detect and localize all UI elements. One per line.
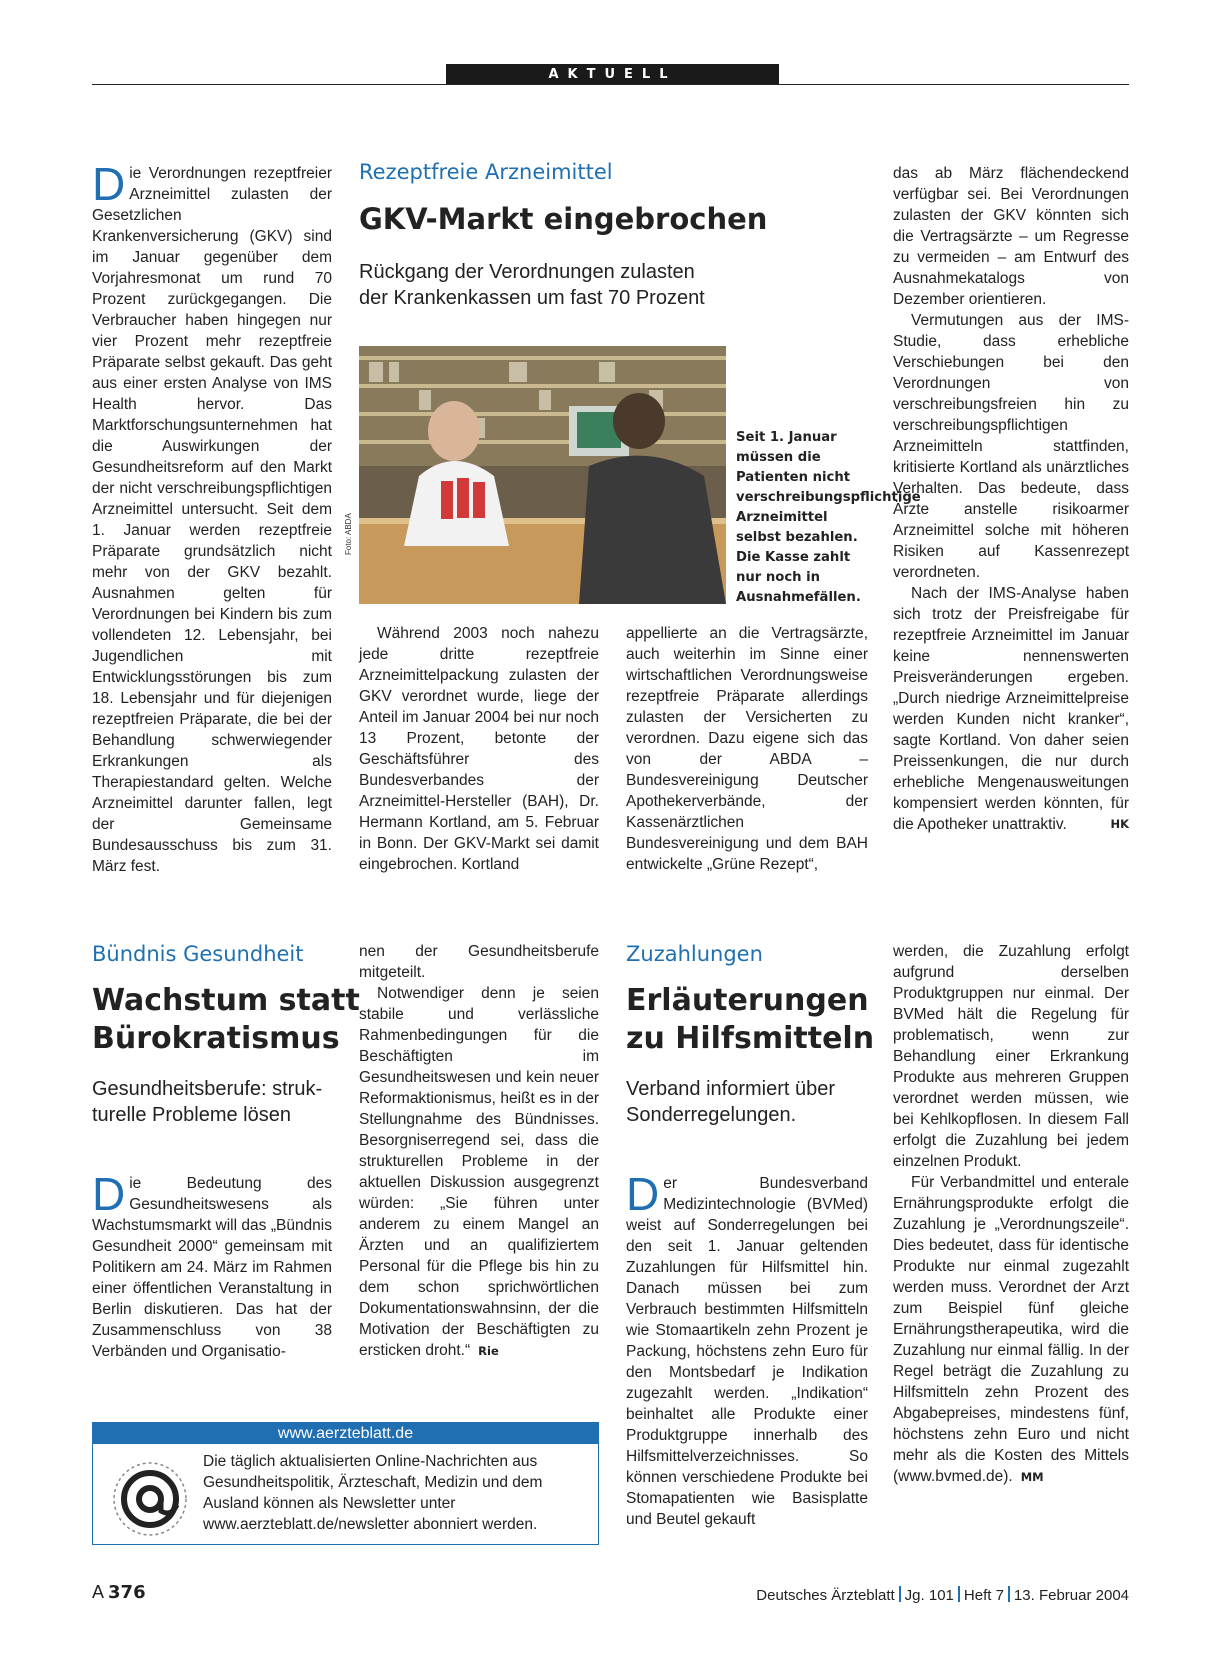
promo-box-title[interactable]: www.aerzteblatt.de <box>93 1423 598 1444</box>
article2-col2-p1: nen der Gesundheitsberufe mitgeteilt. <box>359 943 599 981</box>
article3-col1-text: er Bundesverband Medizintechnologie (BVMed) weist auf Sonderregelungen bei den seit 1. Januar geltenden Zuzahlungen für Hilfsmittel hin. Danach müssen bei zum Verbrauch bestimmten Hilfsmitteln wie Stomaartikeln zehn Prozent je Packung, höchstens zehn Euro für den Montsbedarf je Indikation zugezahlt werden. „Indikation“ beinhaltet alle Produkte einer Produktgruppe innerhalb des Hilfsmittelverzeichnisses. So können verschiedene Produkte bei Stomapatienten wie Basisplatte und Beutel gekauft <box>626 1175 868 1528</box>
article1-col1-text: ie Verordnungen rezeptfreier Arzneimittel zulasten der Gesetzlichen Krankenversicherung (GKV) sind im Januar gegenüber dem Vorjahresmonat um rund 70 Prozent zurückgegangen. Die Verbraucher haben hingegen nur vier Prozent mehr rezeptfreie Präparate selbst gekauft. Das geht aus einer ersten Analyse von IMS Health hervor. Das Marktforschungsunternehmen hat die Auswirkungen der Gesundheitsreform auf den Markt der nicht verschreibungspflichtigen Arzneimittel untersucht. Seit dem 1. Januar werden rezeptfreie Präparate grundsätzlich nicht mehr von der GKV bezahlt. Ausnahmen gelten für Verordnungen bei Kindern bis zum vollendeten 12. Lebensjahr, bei Jugendlichen mit Entwicklungsstörungen bis zum 18. Lebensjahr und für diejenigen rezeptfreien Präparate, die bei der Behandlung schwerwiegender Erkrankungen als Therapiestandard gelten. Welche Arzneimittel darunter fallen, legt der Gemeinsame Bundesausschuss bis zum 31. März fest. <box>92 165 332 875</box>
journal-issue: Heft 7 <box>963 1587 1004 1604</box>
promo-box <box>92 1422 599 1545</box>
headline-line: Erläuterungen <box>626 983 869 1018</box>
at-sign-logo-icon <box>105 1457 195 1537</box>
deck-line: der Krankenkassen um fast 70 Prozent <box>359 287 705 309</box>
section-label: AKTUELL <box>446 64 779 85</box>
article3-column-1 <box>626 1168 868 1530</box>
author-signature: Rie <box>478 1344 499 1358</box>
article2-headline <box>92 982 360 1058</box>
article3-headline <box>626 982 874 1058</box>
article1-headline: GKV-Markt eingebrochen <box>359 202 768 236</box>
article3-column-2 <box>893 941 1129 1488</box>
article1-col2-text: Während 2003 noch nahezu jede dritte rezeptfreie Arzneimittelpackung zulasten der GKV verordnet wurde, liege der Anteil im Januar 2004 bei nur noch 13 Prozent, betonte der Geschäftsführer des Bundesverbandes der Arzneimittel-Hersteller (BAH), Dr. Hermann Kortland, am 5. Februar in Bonn. Der GKV-Markt sei damit eingebrochen. Kortland <box>359 625 599 873</box>
deck-line: Sonderregelungen. <box>626 1104 797 1126</box>
article2-col1-text: ie Bedeutung des Gesundheitswesens als Wachstumsmarkt will das „Bündnis Gesundheit 2000“ gemeinsam mit Politikern am 24. März im Rahmen einer öffentlichen Veranstaltung in Berlin diskutieren. Das hat der Zusammenschluss von 38 Verbänden und Organisatio- <box>92 1175 332 1360</box>
author-signature: HK <box>1110 817 1129 831</box>
article2-col2-p2: Notwendiger denn je seien stabile und verlässliche Rahmenbedingungen für die Beschäftigten im Gesundheitswesen und kein neuer Reformaktionismus, heißt es in der Stellungnahme des Bündnisses. Besorgniserregend sei, dass die strukturellen Probleme in der aktuellen Diskussion ausgegrenzt würden: „Sie führen unter anderem zu einem Mangel an Ärzten und an qualifiziertem Personal für die Pflege bis hin zu dem schon sprichwörtlichen Dokumentationswahnsinn, der die Motivation der Beschäftigten zu ersticken droht.“ <box>359 985 599 1359</box>
article2-column-2 <box>359 941 599 1362</box>
article3-col2-p1: werden, die Zuzahlung erfolgt aufgrund derselben Produktgruppen nur einmal. Der BVMed hält die Regelung für problematisch, wenn zur Behandlung einer Erkrankung Produkte aus mehreren Gruppen verordnet werden müssen, wie bei Kehlkopflosen. In diesem Fall erfolgt die Zuzahlung bei jedem einzelnen Produkt. <box>893 943 1129 1170</box>
page-number <box>92 1582 146 1603</box>
pharmacy-photo-illustration <box>359 346 726 604</box>
page-number-value: 376 <box>108 1582 146 1603</box>
article3-kicker: Zuzahlungen <box>626 942 763 966</box>
photo-caption: Seit 1. Januar müssen die Patienten nicht verschreibungspflichtige Arzneimittel selbst bezahlen. Die Kasse zahlt nur noch in Ausnahmefällen. <box>736 430 921 605</box>
article1-col4-p1: das ab März flächendeckend verfügbar sei. Bei Verordnungen zulasten der GKV könnten sich die Vertragsärzte – um Regresse zu vermeiden – am Entwurf des Ausnahmekatalogs von Dezember orientieren. <box>893 165 1129 308</box>
article1-column-2 <box>359 623 599 875</box>
journal-name: Deutsches Ärzteblatt <box>756 1587 895 1604</box>
dropcap: D <box>626 1168 660 1220</box>
promo-box-text: Die täglich aktualisierten Online-Nachrichten aus Gesundheitspolitik, Ärzteschaft, Medizin und dem Ausland können als Newsletter unter www.aerzteblatt.de/newsletter abonniert werden. <box>203 1453 543 1533</box>
page-prefix: A <box>92 1582 104 1602</box>
article2-column-1 <box>92 1168 332 1362</box>
header-rule <box>92 84 1129 85</box>
article3-deck <box>626 1076 835 1128</box>
article1-col4-p2: Vermutungen aus der IMS-Studie, dass erhebliche Verschiebungen bei den Verordnungen von verschreibungsfreien hin zu verschreibungspflichtigen Arzneimitteln stattfinden, kritisierte Kortland als unärztliches Verhalten. Das bedeute, dass Ärzte anstelle risikoarmer Arzneimittel solche mit höheren Risiken auf Kassenrezept verordneten. <box>893 312 1129 581</box>
deck-line: Verband informiert über <box>626 1078 836 1100</box>
pharmacy-photo <box>359 346 726 604</box>
article2-deck <box>92 1076 322 1128</box>
journal-info <box>756 1586 1129 1604</box>
journal-volume: Jg. 101 <box>904 1587 954 1604</box>
deck-line: turelle Probleme lösen <box>92 1104 291 1126</box>
headline-line: Wachstum statt <box>92 983 360 1018</box>
headline-line: zu Hilfsmitteln <box>626 1021 875 1056</box>
author-signature: MM <box>1020 1470 1044 1484</box>
photo-credit: Foto: ABDA <box>344 513 353 555</box>
separator <box>1008 1586 1010 1602</box>
journal-date: 13. Februar 2004 <box>1013 1587 1129 1604</box>
article1-column-3 <box>626 623 868 875</box>
article1-col3-text: appellierte an die Vertragsärzte, auch weiterhin im Sinne einer wirtschaftlichen Verordnungsweise rezeptfreie Präparate allerdings zulasten der Versicherten zu verordnen. Dazu eigene sich das von der ABDA – Bundesvereinigung Deutscher Apothekerverbände, der Kassenärztlichen Bundesvereinigung und dem BAH entwickelte „Grüne Rezept“, <box>626 625 868 873</box>
deck-line: Gesundheitsberufe: struk- <box>92 1078 323 1100</box>
article1-column-4 <box>893 163 1129 835</box>
separator <box>958 1586 960 1602</box>
article1-deck <box>359 259 705 311</box>
deck-line: Rückgang der Verordnungen zulasten <box>359 261 695 283</box>
article1-kicker: Rezeptfreie Arzneimittel <box>359 160 613 184</box>
dropcap: D <box>92 158 126 210</box>
separator <box>899 1586 901 1602</box>
dropcap: D <box>92 1168 126 1220</box>
article1-col4-p3: Nach der IMS-Analyse haben sich trotz der Preisfreigabe für rezeptfreie Arzneimittel im Januar keine nennenswerten Preisveränderungen ergeben. „Durch niedrige Arzneimittelpreise werden Kunden nicht kranker“, sagte Kortland. Von daher seien Preissenkungen, die nur durch erhebliche Mengenausweitungen kompensiert werden könnten, für die Apotheker unattraktiv. <box>893 585 1129 833</box>
article2-kicker: Bündnis Gesundheit <box>92 942 304 966</box>
article3-col2-p2: Für Verbandmittel und enterale Ernährungsprodukte erfolgt die Zuzahlung je „Verordnungszeile“. Dies bedeutet, dass für identische Produkte nur einmal zugezahlt werden muss. Verordnet der Arzt zum Beispiel fünf gleiche Ernährungstherapeutika, wird die Zuzahlung nur einmal fällig. In der Regel beträgt die Zuzahlung zu Hilfsmitteln zehn Prozent des Abgabepreises, mindestens fünf, höchstens zehn Euro und nicht mehr als die Kosten des Mittels (www.bvmed.de). <box>893 1174 1129 1485</box>
article1-column-1 <box>92 158 332 877</box>
headline-line: Bürokratismus <box>92 1021 340 1056</box>
